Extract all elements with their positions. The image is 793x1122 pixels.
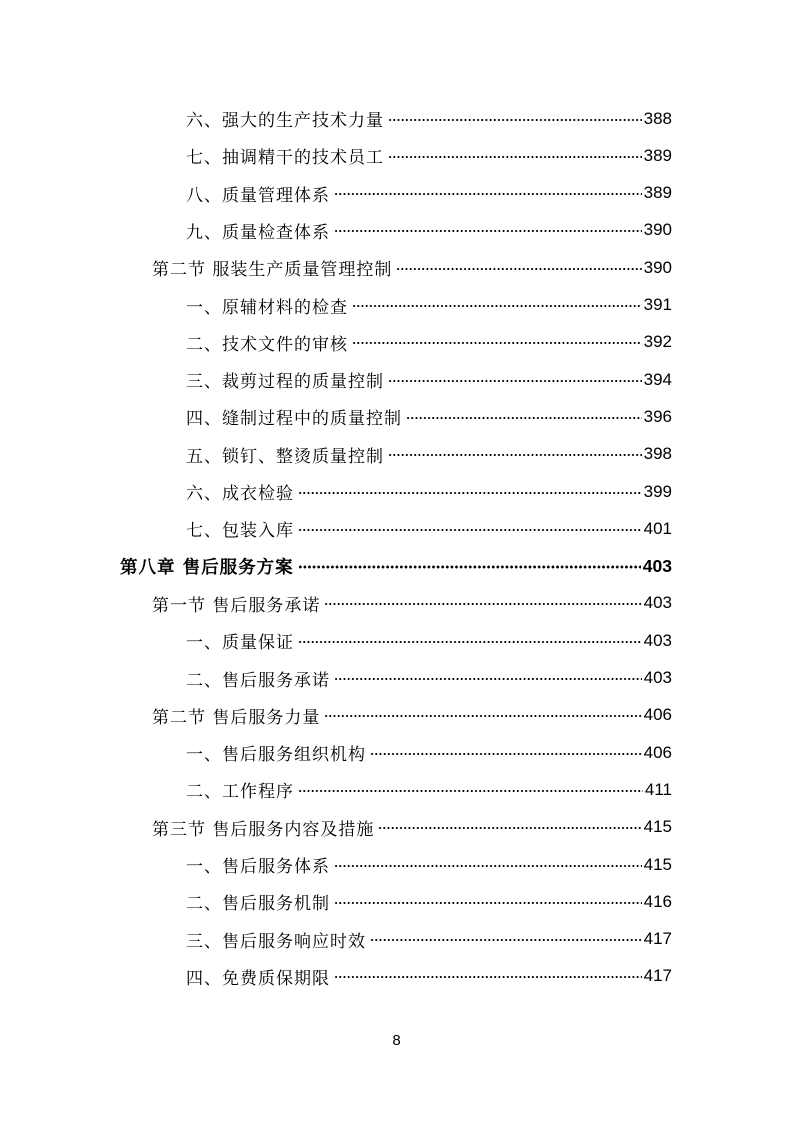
toc-entry-page: 417 — [643, 929, 672, 949]
toc-dot-leader — [406, 413, 642, 421]
toc-subsection-entry[interactable] — [186, 883, 672, 920]
toc-subsection-entry[interactable] — [186, 622, 672, 659]
toc-entry-label: 四、缝制过程中的质量控制 — [186, 409, 402, 430]
toc-entry-page: 411 — [644, 779, 672, 799]
toc-entry-label: 二、售后服务机制 — [186, 894, 330, 915]
toc-entry-label: 八、质量管理体系 — [186, 185, 330, 206]
toc-subsection-entry[interactable] — [186, 361, 672, 398]
toc-subsection-entry[interactable] — [186, 137, 672, 174]
toc-entry-page: 391 — [643, 295, 672, 314]
toc-dot-leader — [298, 488, 642, 496]
toc-subsection-entry[interactable] — [186, 771, 672, 808]
toc-entry-page: 403 — [643, 668, 672, 687]
toc-section-entry[interactable] — [152, 249, 672, 286]
toc-entry-page: 403 — [642, 555, 672, 576]
toc-dot-leader — [334, 189, 642, 197]
toc-subsection-entry[interactable] — [186, 212, 672, 249]
toc-entry-page: 388 — [643, 108, 672, 128]
toc-entry-page: 403 — [643, 593, 672, 613]
toc-entry-label: 二、工作程序 — [186, 782, 294, 803]
toc-entry-page: 415 — [643, 817, 672, 837]
toc-dot-leader — [298, 562, 641, 570]
toc-chapter-entry[interactable] — [120, 548, 672, 585]
toc-subsection-entry[interactable] — [186, 473, 672, 510]
toc-entry-label: 一、售后服务组织机构 — [186, 745, 366, 766]
toc-dot-leader — [388, 115, 642, 123]
toc-entry-label: 三、售后服务响应时效 — [186, 931, 366, 952]
toc-dot-leader — [298, 525, 642, 533]
toc-entry-page: 390 — [643, 220, 672, 240]
toc-entry-label: 第二节 售后服务力量 — [152, 707, 321, 728]
toc-entry-page: 396 — [643, 406, 672, 426]
toc-dot-leader — [334, 226, 642, 234]
toc-dot-leader — [352, 338, 642, 346]
toc-section-entry[interactable] — [152, 697, 672, 734]
toc-entry-label: 第二节 服装生产质量管理控制 — [152, 260, 393, 281]
toc-dot-leader — [298, 637, 642, 645]
toc-entry-page: 389 — [643, 145, 672, 165]
toc-entry-label: 六、强大的生产技术力量 — [186, 111, 384, 131]
toc-dot-leader — [334, 674, 642, 682]
toc-entry-page: 403 — [643, 630, 672, 650]
toc-dot-leader — [334, 861, 642, 869]
toc-subsection-entry[interactable] — [186, 660, 672, 697]
toc-dot-leader — [324, 599, 641, 607]
toc-entry-label: 六、成衣检验 — [186, 484, 294, 504]
toc-subsection-entry[interactable] — [186, 958, 672, 995]
toc-subsection-entry[interactable] — [186, 324, 672, 361]
toc-entry-label: 九、质量检查体系 — [186, 222, 330, 243]
toc-entry-page: 389 — [643, 183, 672, 203]
toc-entry-page: 390 — [643, 257, 672, 277]
toc-entry-label: 二、售后服务承诺 — [186, 670, 330, 691]
toc-subsection-entry[interactable] — [186, 734, 672, 771]
toc-dot-leader — [388, 450, 642, 458]
toc-dot-leader — [378, 823, 641, 831]
toc-entry-page: 401 — [643, 518, 672, 538]
toc-dot-leader — [370, 749, 642, 757]
toc-entry-page: 398 — [643, 444, 672, 464]
toc-subsection-entry[interactable] — [186, 100, 672, 137]
toc-dot-leader — [334, 972, 642, 980]
toc-dot-leader — [352, 301, 642, 309]
toc-entry-label: 五、锁钉、整烫质量控制 — [186, 446, 384, 467]
toc-entry-label: 一、原辅材料的检查 — [186, 297, 348, 318]
toc-subsection-entry[interactable] — [186, 846, 672, 883]
toc-entry-label: 四、免费质保期限 — [186, 968, 330, 989]
toc-entry-page: 406 — [643, 742, 672, 762]
toc-dot-leader — [370, 935, 642, 943]
page-number: 8 — [392, 1032, 401, 1049]
toc-entry-label: 第三节 售后服务内容及措施 — [152, 819, 375, 840]
toc-section-entry[interactable] — [152, 809, 672, 846]
toc-entry-label: 七、抽调精干的技术员工 — [186, 148, 384, 169]
toc-section-entry[interactable] — [152, 585, 672, 622]
toc-entry-label: 三、裁剪过程的质量控制 — [186, 372, 384, 393]
toc-subsection-entry[interactable] — [186, 510, 672, 547]
toc-dot-leader — [298, 786, 643, 794]
toc-subsection-entry[interactable] — [186, 287, 672, 324]
toc-entry-label: 一、质量保证 — [186, 633, 294, 654]
toc-entry-label: 二、技术文件的审核 — [186, 334, 348, 355]
toc-entry-label: 第八章 售后服务方案 — [120, 557, 294, 578]
toc-entry-page: 416 — [643, 891, 672, 911]
toc-entry-label: 一、售后服务体系 — [186, 857, 330, 877]
toc-subsection-entry[interactable] — [186, 398, 672, 435]
toc-dot-leader — [324, 711, 641, 719]
toc-dot-leader — [388, 376, 642, 384]
toc-entry-page: 392 — [643, 332, 672, 352]
toc-entry-page: 415 — [643, 854, 672, 874]
toc-dot-leader — [334, 898, 642, 906]
toc-entry-page: 406 — [643, 705, 672, 725]
toc-dot-leader — [396, 264, 641, 272]
toc-entry-label: 第一节 售后服务承诺 — [152, 595, 321, 616]
toc-entry-label: 七、包装入库 — [186, 521, 294, 542]
toc-subsection-entry[interactable] — [186, 436, 672, 473]
toc-subsection-entry[interactable] — [186, 175, 672, 212]
toc-entry-page: 417 — [643, 966, 672, 986]
toc-entry-page: 399 — [643, 481, 672, 501]
toc-entry-page: 394 — [643, 369, 672, 389]
toc-subsection-entry[interactable] — [186, 921, 672, 958]
toc-dot-leader — [388, 152, 642, 160]
